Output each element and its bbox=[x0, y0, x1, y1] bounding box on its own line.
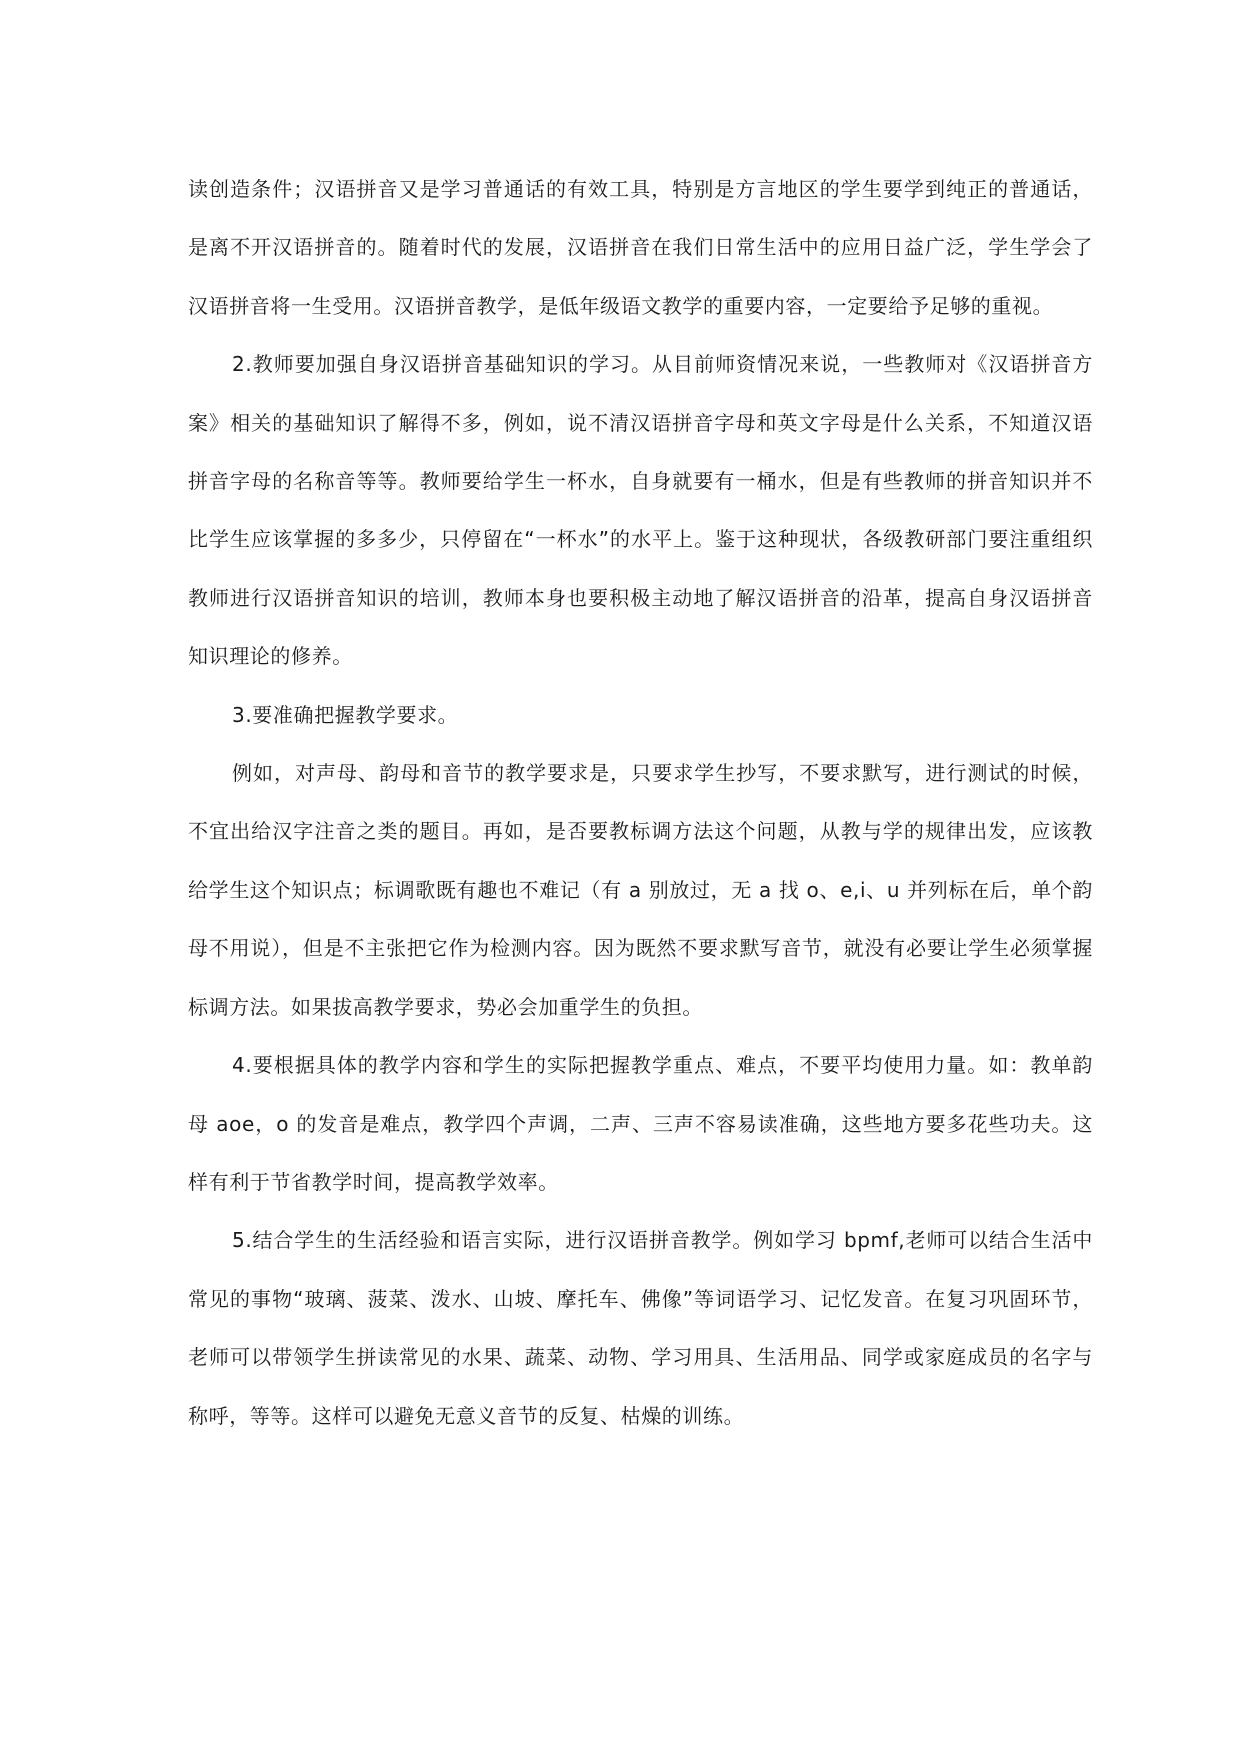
paragraph-point-2: 2.教师要加强自身汉语拼音基础知识的学习。从目前师资情况来说，一些教师对《汉语拼音方案》相关的基础知识了解得不多，例如，说不清汉语拼音字母和英文字母是什么关系，不知道汉语拼音字母的名称音等等。教师要给学生一杯水，自身就要有一桶水，但是有些教师的拼音知识并不比学生应该掌握的多多少，只停留在“一杯水”的水平上。鉴于这种现状，各级教研部门要注重组织教师进行汉语拼音知识的培训，教师本身也要积极主动地了解汉语拼音的沿革，提高自身汉语拼音知识理论的修养。 bbox=[188, 352, 1093, 669]
paragraph-continuation: 读创造条件；汉语拼音又是学习普通话的有效工具，特别是方言地区的学生要学到纯正的普通话，是离不开汉语拼音的。随着时代的发展，汉语拼音在我们日常生活中的应用日益广泛，学生学会了汉语拼音将一生受用。汉语拼音教学，是低年级语文教学的重要内容，一定要给予足够的重视。 bbox=[188, 177, 1093, 318]
paragraph-point-4: 4.要根据具体的教学内容和学生的实际把握教学重点、难点，不要平均使用力量。如：教单韵母 aoe，o 的发音是难点，教学四个声调，二声、三声不容易读准确，这些地方要多花些功夫。这样有利于节省教学时间，提高教学效率。 bbox=[188, 1053, 1093, 1194]
paragraph-point-3-heading: 3.要准确把握教学要求。 bbox=[232, 702, 459, 727]
paragraph-point-3-example: 例如，对声母、韵母和音节的教学要求是，只要求学生抄写，不要求默写，进行测试的时候，不宜出给汉字注音之类的题目。再如，是否要教标调方法这个问题，从教与学的规律出发，应该教给学生这个知识点；标调歌既有趣也不难记（有 a 别放过，无 a 找 o、e,i、u 并列标在后，单个韵母不用说），但是不主张把它作为检测内容。因为既然不要求默写音节，就没有必要让学生必须掌握标调方法。如果拔高教学要求，势必会加重学生的负担。 bbox=[188, 761, 1093, 1019]
document-body bbox=[188, 160, 1093, 1445]
paragraph-point-5: 5.结合学生的生活经验和语言实际，进行汉语拼音教学。例如学习 bpmf,老师可以结合生活中常见的事物“玻璃、菠菜、泼水、山坡、摩托车、佛像”等词语学习、记忆发音。在复习巩固环节，老师可以带领学生拼读常见的水果、蔬菜、动物、学习用具、生活用品、同学或家庭成员的名字与称呼，等等。这样可以避免无意义音节的反复、枯燥的训练。 bbox=[188, 1228, 1093, 1428]
